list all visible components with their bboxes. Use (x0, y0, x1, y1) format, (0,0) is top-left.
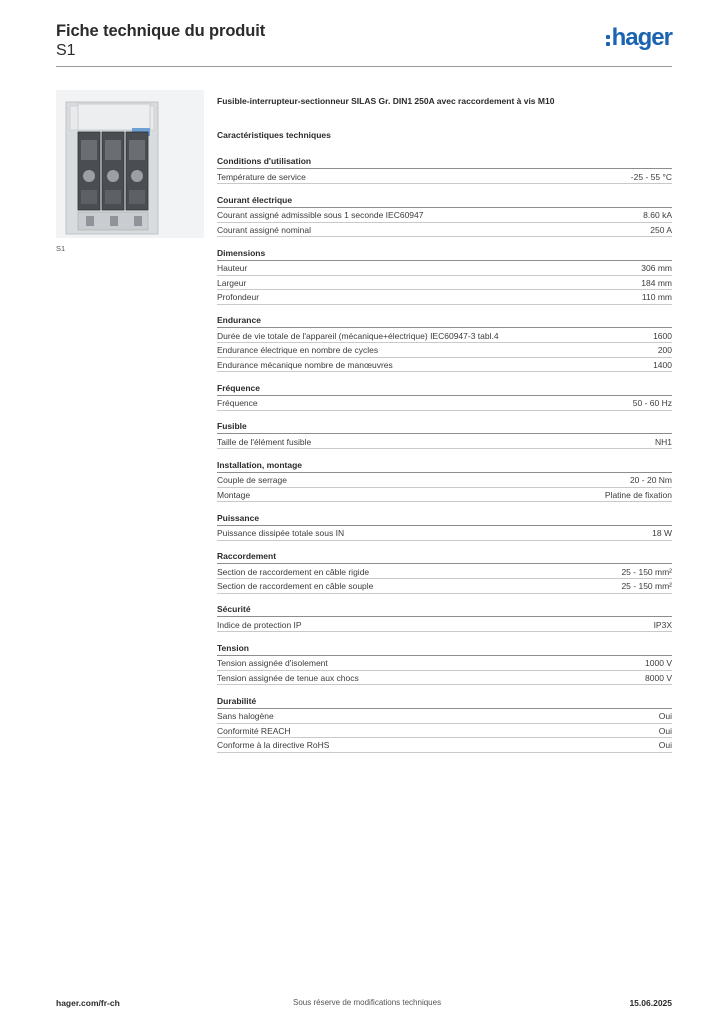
spec-label: Courant assigné admissible sous 1 seconde IEC60947 (217, 210, 424, 221)
spec-label: Température de service (217, 171, 306, 182)
spec-label: Indice de protection IP (217, 619, 302, 630)
header-divider (56, 66, 672, 67)
spec-value: 20 - 20 Nm (629, 475, 672, 486)
spec-label: Endurance mécanique nombre de manœuvres (217, 359, 393, 370)
section-title: Puissance (217, 512, 672, 526)
hager-logo (606, 24, 672, 50)
section-title: Dimensions (217, 247, 672, 261)
image-caption: S1 (56, 244, 66, 253)
section-title: Raccordement (217, 550, 672, 564)
spec-label: Section de raccordement en câble souple (217, 581, 374, 592)
spec-row (217, 290, 672, 305)
spec-row (217, 709, 672, 724)
spec-value: NH1 (654, 436, 672, 447)
spec-row (217, 473, 672, 488)
spec-label: Endurance électrique en nombre de cycles (217, 345, 379, 356)
spec-row (217, 738, 672, 753)
spec-row (217, 396, 672, 411)
spec-label: Section de raccordement en câble rigide (217, 566, 370, 577)
spec-row (217, 579, 672, 594)
footer-website: hager.com/fr-ch (56, 998, 120, 1008)
spec-row (217, 358, 672, 373)
product-image (56, 90, 204, 238)
section-title: Endurance (217, 314, 672, 328)
spec-row (217, 671, 672, 686)
spec-label: Tension assignée de tenue aux chocs (217, 672, 359, 683)
spec-label: Profondeur (217, 292, 260, 303)
spec-label: Hauteur (217, 263, 248, 274)
spec-value: 18 W (652, 528, 672, 539)
spec-row (217, 261, 672, 276)
section-title: Sécurité (217, 603, 672, 617)
spec-row (217, 618, 672, 633)
spec-row (217, 276, 672, 291)
fuse-switch-disconnector-icon (56, 90, 204, 238)
spec-label: Courant assigné nominal (217, 224, 312, 235)
spec-value: Oui (658, 740, 672, 751)
footer-notice: Sous réserve de modifications techniques (293, 998, 442, 1007)
spec-label: Durée de vie totale de l'appareil (mécanique+électrique) IEC60947-3 tabl.4 (217, 330, 499, 341)
spec-value: 8000 V (645, 672, 672, 683)
section-title: Courant électrique (217, 194, 672, 208)
spec-value: 8.60 kA (643, 210, 672, 221)
section-title: Tension (217, 642, 672, 656)
spec-value: 1000 V (645, 658, 672, 669)
spec-value: 250 A (650, 224, 672, 235)
spec-row (217, 343, 672, 358)
product-description: Fusible-interrupteur-sectionneur SILAS Gr. DIN1 250A avec raccordement à vis M10 (217, 96, 555, 106)
spec-value: 50 - 60 Hz (632, 398, 672, 409)
spec-value: 200 (657, 345, 672, 356)
logo-dots-icon (606, 35, 610, 46)
spec-label: Taille de l'élément fusible (217, 436, 312, 447)
section-title: Fusible (217, 420, 672, 434)
spec-value: 306 mm (641, 263, 672, 274)
spec-value: Platine de fixation (604, 489, 672, 500)
spec-label: Couple de serrage (217, 475, 287, 486)
spec-value: 25 - 150 mm² (621, 566, 672, 577)
spec-value: 1600 (653, 330, 672, 341)
spec-row (217, 435, 672, 450)
spec-row (217, 526, 672, 541)
document-title: Fiche technique du produit (56, 22, 266, 40)
spec-row (217, 724, 672, 739)
section-title: Durabilité (217, 695, 672, 709)
spec-label: Sans halogène (217, 711, 274, 722)
spec-label: Montage (217, 489, 251, 500)
spec-value: Oui (658, 711, 672, 722)
section-title: Conditions d'utilisation (217, 155, 672, 169)
spec-label: Tension assignée d'isolement (217, 658, 328, 669)
spec-label: Largeur (217, 277, 247, 288)
logo-text: hager (611, 24, 672, 51)
spec-label: Conformité REACH (217, 725, 291, 736)
specs-heading: Caractéristiques techniques (217, 130, 331, 140)
spec-row (217, 170, 672, 185)
spec-value: -25 - 55 °C (630, 171, 672, 182)
spec-row (217, 565, 672, 580)
page-header (56, 20, 672, 66)
spec-value: 110 mm (641, 292, 672, 303)
footer-date: 15.06.2025 (629, 998, 672, 1008)
section-title: Installation, montage (217, 459, 672, 473)
spec-row (217, 329, 672, 344)
spec-value: Oui (658, 725, 672, 736)
spec-label: Puissance dissipée totale sous IN (217, 528, 345, 539)
spec-label: Conforme à la directive RoHS (217, 740, 330, 751)
section-title: Fréquence (217, 382, 672, 396)
spec-row (217, 223, 672, 238)
spec-value: 1400 (653, 359, 672, 370)
document-subtitle: S1 (56, 42, 76, 59)
spec-row (217, 656, 672, 671)
spec-label: Fréquence (217, 398, 258, 409)
spec-value: 25 - 150 mm² (621, 581, 672, 592)
spec-row (217, 488, 672, 503)
spec-value: IP3X (653, 619, 672, 630)
spec-row (217, 208, 672, 223)
spec-value: 184 mm (641, 277, 672, 288)
